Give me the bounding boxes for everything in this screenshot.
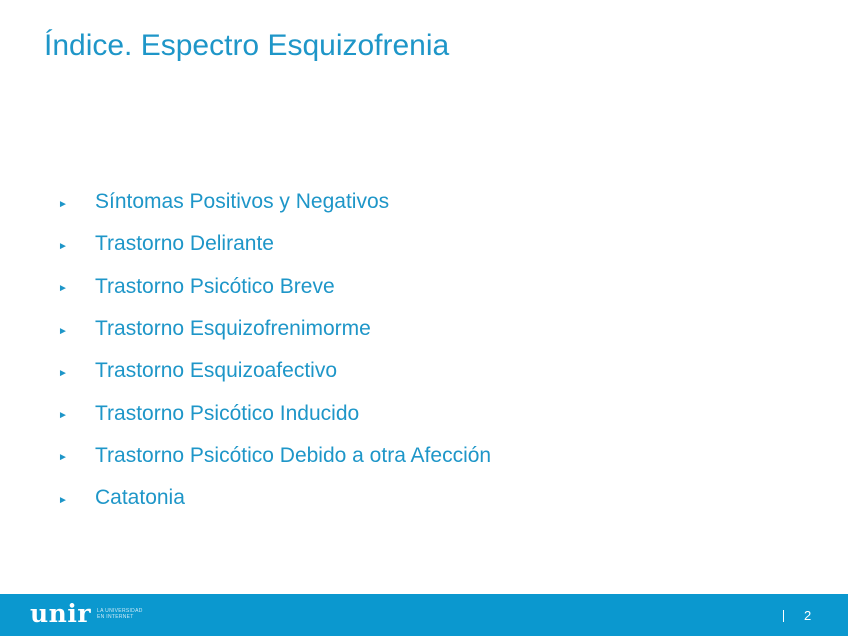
logo-wordmark: unir xyxy=(30,599,92,628)
bullet-arrow-icon: ► xyxy=(58,325,68,337)
list-item-label: Trastorno Esquizofrenimorme xyxy=(95,317,371,341)
logo-tagline-line2: EN INTERNET xyxy=(97,613,134,620)
bullet-arrow-icon: ► xyxy=(58,367,68,379)
unir-logo xyxy=(30,599,143,628)
bullet-arrow-icon: ► xyxy=(58,283,68,295)
page-number: 2 xyxy=(804,608,812,623)
list-item-label: Síntomas Positivos y Negativos xyxy=(95,190,390,214)
list-item-label: Trastorno Psicótico Breve xyxy=(95,274,335,298)
list-item-label: Catatonia xyxy=(95,486,185,510)
list-item-label: Trastorno Psicótico Inducido xyxy=(95,401,360,425)
list-item xyxy=(58,435,491,477)
footer-bar xyxy=(0,594,848,636)
list-item-label: Trastorno Psicótico Debido a otra Afección xyxy=(95,443,492,467)
list-item xyxy=(58,266,491,308)
list-item-label: Trastorno Delirante xyxy=(95,232,274,256)
logo-tagline-line1: LA UNIVERSIDAD xyxy=(97,607,143,614)
list-item xyxy=(58,477,491,519)
list-item-label: Trastorno Esquizoafectivo xyxy=(95,359,338,383)
bullet-arrow-icon: ► xyxy=(58,452,68,464)
bullet-arrow-icon: ► xyxy=(58,198,68,210)
bullet-arrow-icon: ► xyxy=(58,410,68,422)
footer-separator xyxy=(783,610,784,622)
list-item xyxy=(58,308,491,350)
list-item xyxy=(58,350,491,392)
index-list xyxy=(58,181,491,519)
list-item xyxy=(58,181,491,223)
bullet-arrow-icon: ► xyxy=(58,240,68,252)
list-item xyxy=(58,392,491,434)
slide-title: Índice. Espectro Esquizofrenia xyxy=(44,29,450,62)
list-item xyxy=(58,223,491,265)
logo-tagline xyxy=(97,608,143,620)
bullet-arrow-icon: ► xyxy=(58,494,68,506)
